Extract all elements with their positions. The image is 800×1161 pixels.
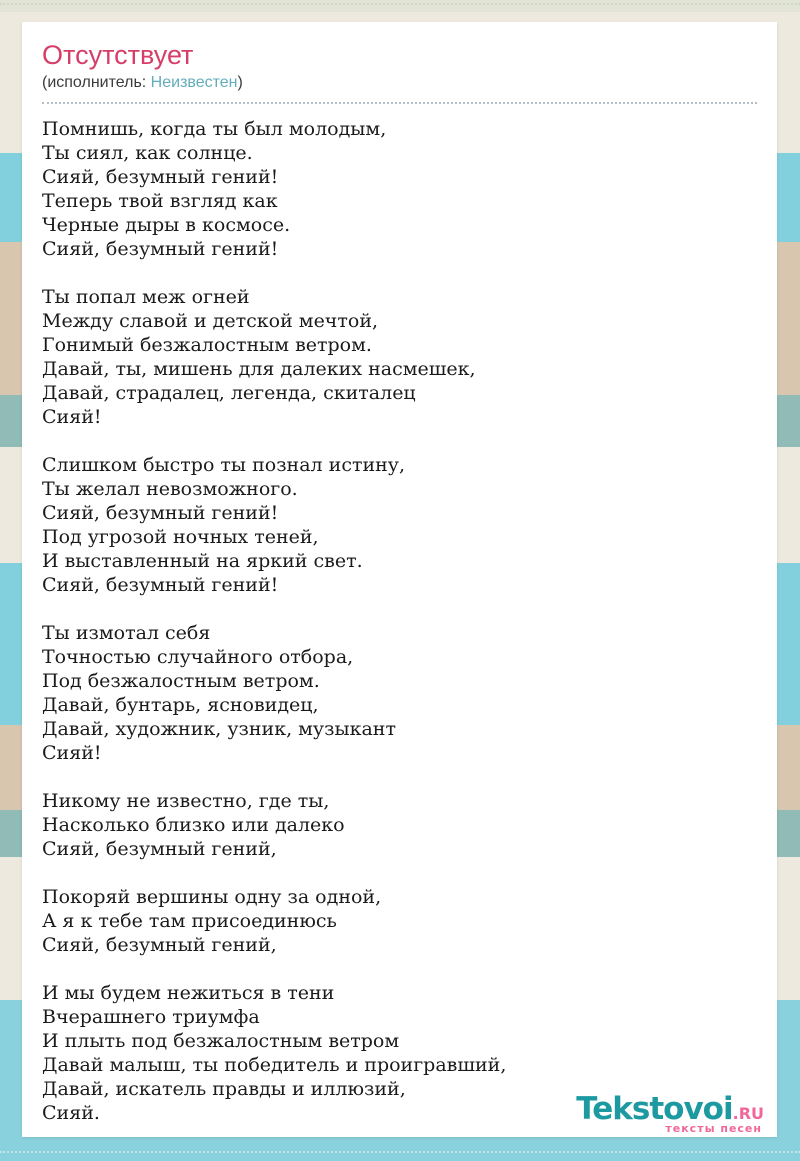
verse: Ты попал меж огней Между славой и детской мечтой, Гонимый безжалостным ветром. Давай, ты, мишень для далеких насмешек, Давай, страдалец, легенда, скиталец Сияй! <box>42 286 476 428</box>
lyrics <box>42 117 757 1125</box>
verse: Помнишь, когда ты был молодым, Ты сиял, как солнце. Сияй, безумный гений! Теперь твой взгляд как Черные дыры в космосе. Сияй, безумный гений! <box>42 118 387 260</box>
verse: Никому не известно, где ты, Насколько близко или далеко Сияй, безумный гений, <box>42 790 345 860</box>
bottom-stitch-divider <box>0 1151 800 1153</box>
artist-line <box>42 73 757 104</box>
site-logo-tagline: тексты песен <box>665 1122 762 1135</box>
top-stitch-divider <box>0 3 800 5</box>
verse: Покоряй вершины одну за одной, А я к тебе там присоединюсь Сияй, безумный гений, <box>42 886 382 956</box>
song-title: Отсутствует <box>42 40 194 70</box>
verse: Ты измотал себя Точностью случайного отбора, Под безжалостным ветром. Давай, бунтарь, ясновидец, Давай, художник, узник, музыкант Сияй! <box>42 622 396 764</box>
site-logo-domain: .RU <box>732 1104 764 1123</box>
verse: И мы будем нежиться в тени Вчерашнего триумфа И плыть под безжалостным ветром Давай малыш, ты победитель и проигравший, Давай, искатель правды и иллюзий, Сияй. <box>42 982 507 1124</box>
site-logo[interactable] <box>576 1091 764 1135</box>
artist-label-prefix: (исполнитель: <box>42 74 151 91</box>
artist-label-suffix: ) <box>237 74 243 91</box>
artist-link[interactable]: Неизвестен <box>150 74 238 91</box>
content-card <box>22 22 777 1137</box>
site-logo-wordmark: Tekstovoi <box>576 1091 733 1127</box>
verse: Слишком быстро ты познал истину, Ты желал невозможного. Сияй, безумный гений! Под угрозой ночных теней, И выставленный на яркий свет. Сияй, безумный гений! <box>42 454 406 596</box>
